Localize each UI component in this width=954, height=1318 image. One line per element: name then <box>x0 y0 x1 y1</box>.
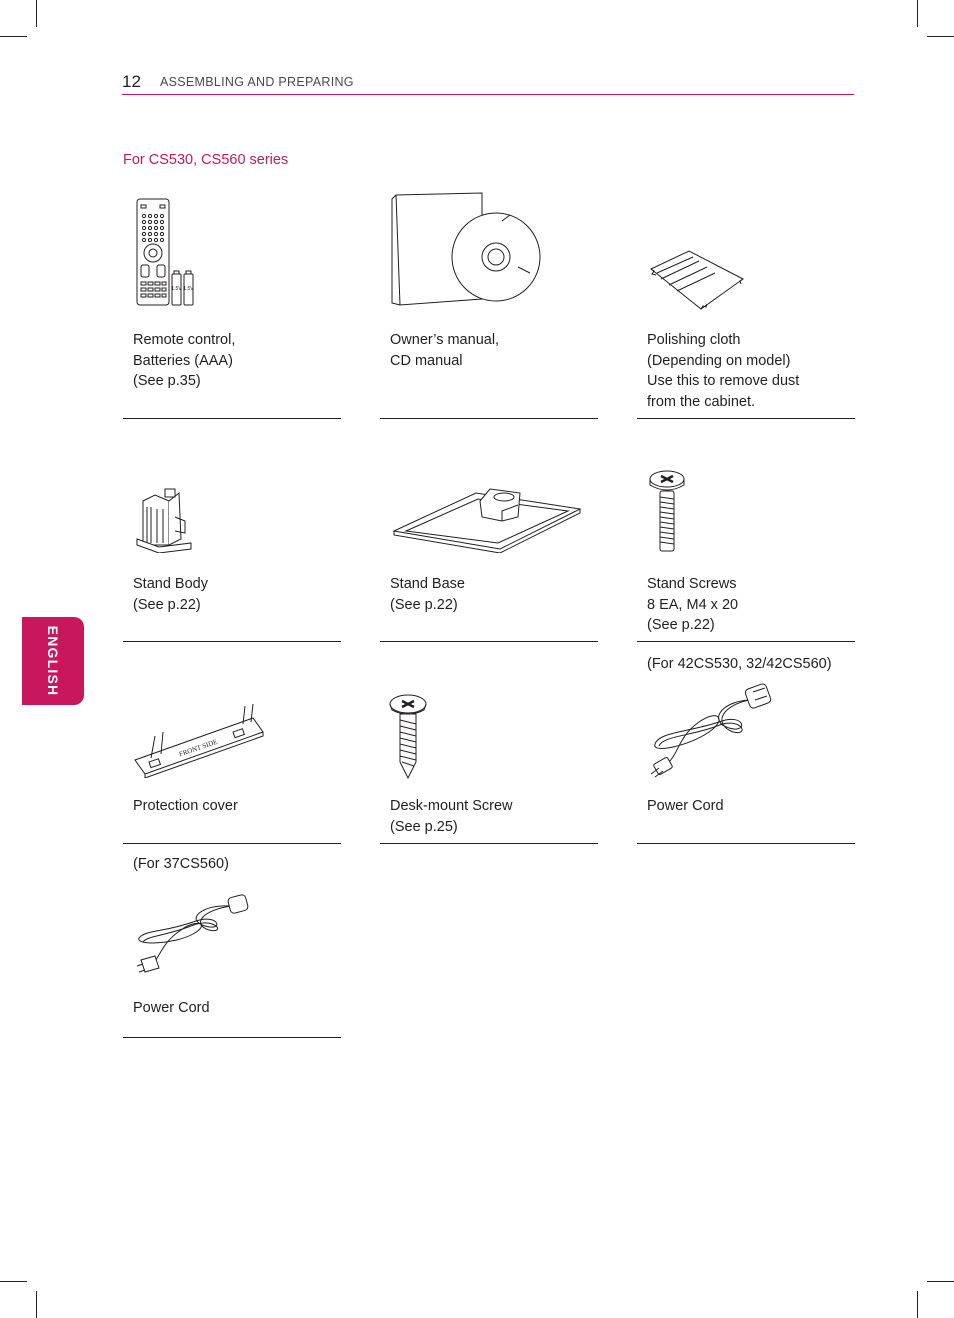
crop-mark <box>36 0 37 27</box>
item-name: CD manual <box>390 352 463 369</box>
item-note: from the cabinet. <box>647 393 755 410</box>
crop-mark <box>917 0 918 27</box>
item-note: (See p.22) <box>647 617 715 633</box>
item-name: Protection cover <box>133 798 238 814</box>
crop-mark <box>0 36 27 37</box>
accessory-desk-mount-screw <box>380 642 598 844</box>
page-header <box>122 72 854 95</box>
accessory-owners-manual <box>380 185 598 419</box>
cd-disc-icon <box>452 213 540 301</box>
item-note: (Depending on model) <box>647 352 791 369</box>
item-name: Stand Body <box>133 576 208 592</box>
section-title: ASSEMBLING AND PREPARING <box>160 75 354 89</box>
item-name: Remote control, <box>133 332 236 348</box>
accessory-protection-cover <box>123 642 341 844</box>
crop-mark <box>0 1281 27 1282</box>
language-tab <box>22 617 84 705</box>
accessory-power-cord-42 <box>637 642 855 844</box>
item-note: (See p.22) <box>390 596 458 613</box>
crop-mark <box>927 36 954 37</box>
stand-base-icon <box>392 487 582 553</box>
model-note: (For 37CS560) <box>133 856 229 872</box>
desk-mount-screw-icon <box>388 692 428 780</box>
svg-text:1.5V: 1.5V <box>183 286 194 292</box>
item-name: Power Cord <box>647 798 724 814</box>
item-name: Polishing cloth <box>647 332 741 348</box>
accessory-polishing-cloth <box>637 185 855 419</box>
svg-text:1.5V: 1.5V <box>171 286 182 292</box>
crop-mark <box>36 1291 37 1318</box>
item-name: Power Cord <box>133 1000 210 1016</box>
item-note: (See p.25) <box>390 818 458 835</box>
polishing-cloth-icon <box>649 247 745 313</box>
manual-book-icon <box>390 191 542 309</box>
series-heading: For CS530, CS560 series <box>123 152 289 168</box>
accessory-stand-base <box>380 419 598 642</box>
accessory-stand-body <box>123 419 341 642</box>
accessory-stand-screws <box>637 419 855 642</box>
power-cord-icon <box>135 894 251 978</box>
item-name: Stand Base <box>390 576 465 592</box>
language-tab-label: ENGLISH <box>45 625 61 697</box>
item-name: Stand Screws <box>647 576 737 592</box>
protection-cover-icon <box>133 702 265 778</box>
svg-text:FRONT SIDE: FRONT SIDE <box>178 737 219 759</box>
item-name: Desk-mount Screw <box>390 798 513 814</box>
accessory-remote-control <box>123 185 341 419</box>
accessory-power-cord-37 <box>123 844 341 1038</box>
model-note: (For 42CS530, 32/42CS560) <box>647 656 832 672</box>
page-number: 12 <box>122 72 141 91</box>
item-note: Use this to remove dust <box>647 373 800 389</box>
stand-screw-icon <box>647 467 687 555</box>
item-name: Owner’s manual, <box>390 332 500 348</box>
crop-mark <box>917 1291 918 1318</box>
stand-body-icon <box>135 487 197 553</box>
item-note: (See p.22) <box>133 596 201 613</box>
item-note: 8 EA, M4 x 20 <box>647 596 739 613</box>
crop-mark <box>927 1281 954 1282</box>
item-note: (See p.35) <box>133 373 201 389</box>
remote-control-icon <box>135 197 211 309</box>
item-name: Batteries (AAA) <box>133 352 233 369</box>
power-cord-icon <box>649 682 773 778</box>
battery-icon <box>171 271 194 305</box>
